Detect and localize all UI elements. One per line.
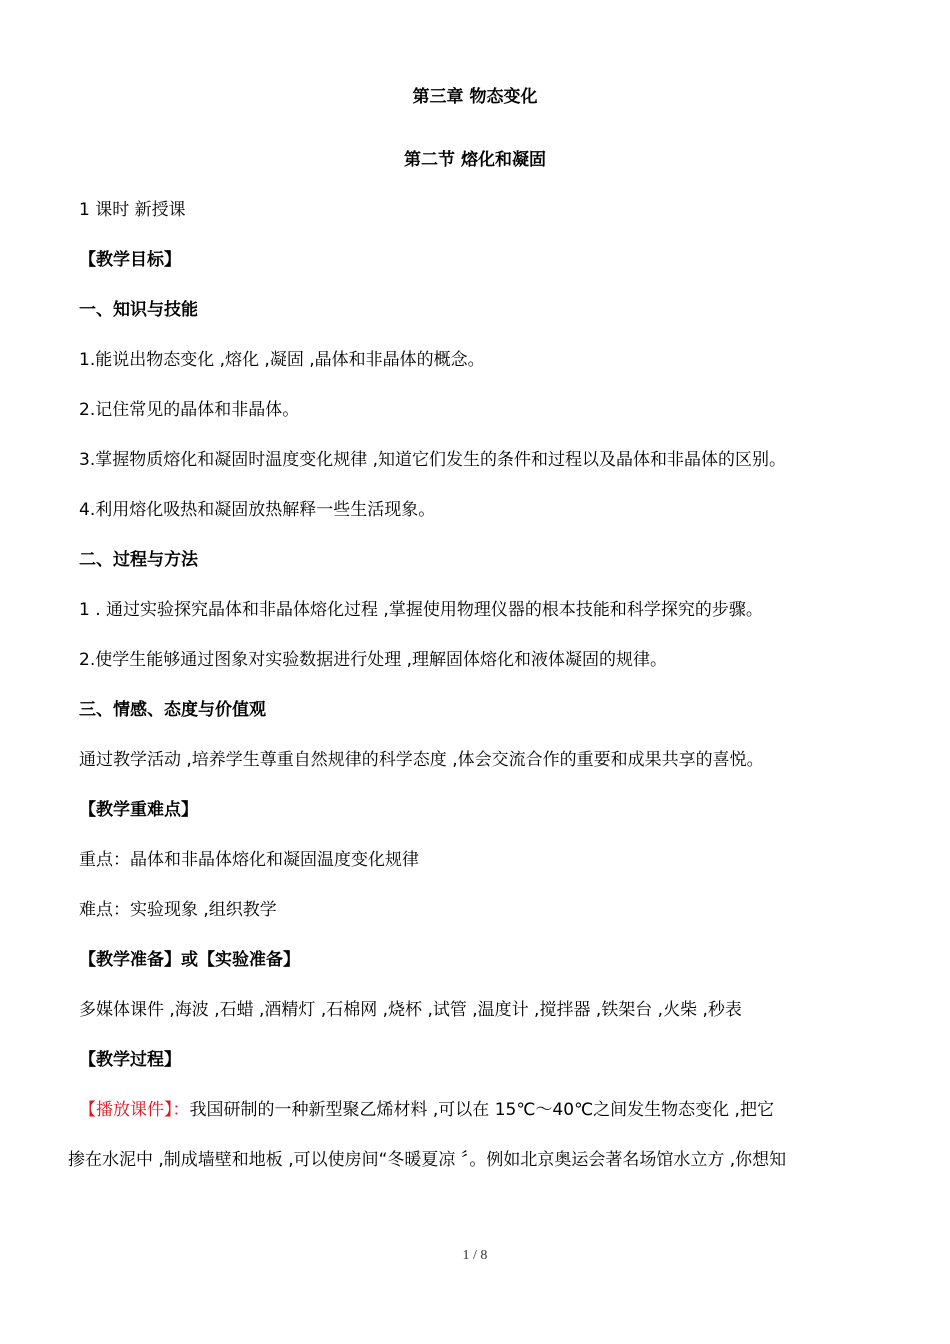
knowledge-item: 2.记住常见的晶体和非晶体。 [79,400,300,420]
process-heading: 二、过程与方法 [79,550,198,570]
class-info: 1 课时 新授课 [79,200,186,220]
knowledge-heading: 一、知识与技能 [79,300,198,320]
process-item: 1 . 通过实验探究晶体和非晶体熔化过程 ,掌握使用物理仪器的根本技能和科学探究的步骤。 [79,600,763,620]
prep-text: 多媒体课件 ,海波 ,石蜡 ,酒精灯 ,石棉网 ,烧杯 ,试管 ,温度计 ,搅拌器 ,铁架台 ,火柴 ,秒表 [79,1000,742,1020]
play-label: 【播放课件】： [79,1100,190,1120]
page-number: 1 / 8 [462,1248,488,1263]
values-heading: 三、情感、态度与价值观 [79,700,266,720]
values-text: 通过教学活动 ,培养学生尊重自然规律的科学态度 ,体会交流合作的重要和成果共享的喜悦。 [79,750,764,770]
goals-heading: 【教学目标】 [79,250,181,270]
play-paragraph [79,1098,774,1122]
knowledge-item: 4.利用熔化吸热和凝固放热解释一些生活现象。 [79,500,436,520]
knowledge-item: 3.掌握物质熔化和凝固时温度变化规律 ,知道它们发生的条件和过程以及晶体和非晶体的区别。 [79,450,787,470]
play-text: 我国研制的一种新型聚乙烯材料 ,可以在 15℃～40℃之间发生物态变化 ,把它 [189,1100,774,1120]
continuation-text: 掺在水泥中 ,制成墙壁和地板 ,可以使房间“冬暖夏凉 〞。例如北京奥运会著名场馆水立方 ,你想知 [68,1150,787,1170]
knowledge-item: 1.能说出物态变化 ,熔化 ,凝固 ,晶体和非晶体的概念。 [79,350,485,370]
prep-heading: 【教学准备】或【实验准备】 [79,950,300,970]
section-title: 第二节 熔化和凝固 [404,150,546,170]
key-heading: 【教学重难点】 [79,800,198,820]
process-item: 2.使学生能够通过图象对实验数据进行处理 ,理解固体熔化和液体凝固的规律。 [79,650,668,670]
key-point: 重点：晶体和非晶体熔化和凝固温度变化规律 [79,850,419,870]
procedure-heading: 【教学过程】 [79,1050,181,1070]
chapter-title: 第三章 物态变化 [412,87,538,107]
difficult-point: 难点：实验现象 ,组织教学 [79,900,277,920]
